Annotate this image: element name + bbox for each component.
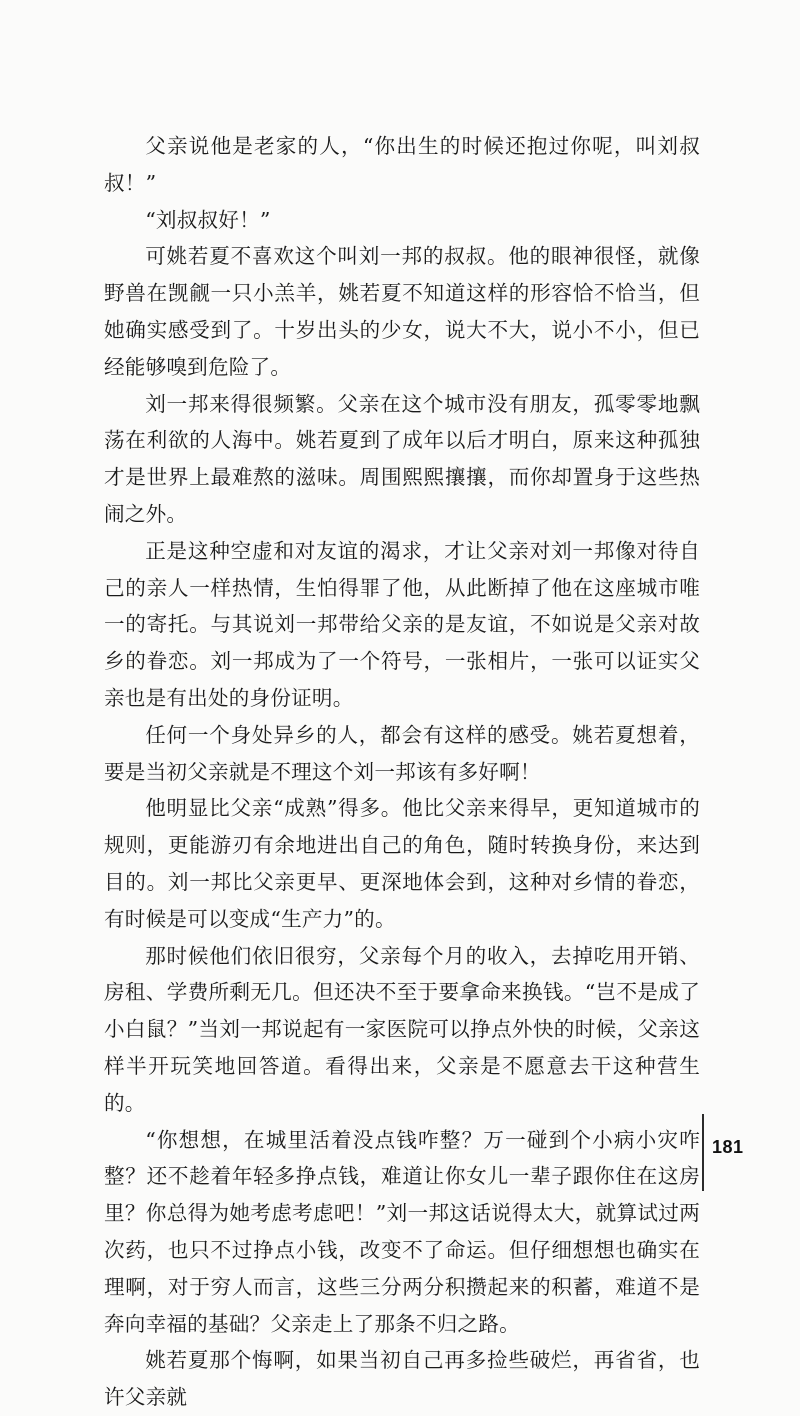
paragraph: “你想想，在城里活着没点钱咋整？万一碰到个小病小灾咋整？还不趁着年轻多挣点钱，难道让你女儿一辈子跟你住在这房里？你总得为她考虑考虑吧！”刘一邦这话说得太大，就算试过两次药，也只不过挣点小钱，改变不了命运。但仔细想想也确实在理啊，对于穷人而言，这些三分两分积攒起来的积蓄，难道不是奔向幸福的基础？父亲走上了那条不归之路。	[104, 1127, 700, 1336]
paragraph: 刘一邦来得很频繁。父亲在这个城市没有朋友，孤零零地飘荡在利欲的人海中。姚若夏到了成年以后才明白，原来这种孤独才是世界上最难熬的滋味。周围熙熙攘攘，而你却置身于这些热闹之外。	[104, 391, 700, 526]
paragraph: 他明显比父亲“成熟”得多。他比父亲来得早，更知道城市的规则，更能游刃有余地进出自己的角色，随时转换身份，来达到目的。刘一邦比父亲更早、更深地体会到，这种对乡情的眷恋，有时候是可以变成“生产力”的。	[104, 796, 700, 931]
folio-divider	[702, 1114, 704, 1191]
paragraph: “刘叔叔好！”	[145, 207, 271, 232]
paragraph: 正是这种空虚和对友谊的渴求，才让父亲对刘一邦像对待自己的亲人一样热情，生怕得罪了他，从此断掉了他在这座城市唯一的寄托。与其说刘一邦带给父亲的是友谊，不如说是父亲对故乡的眷恋。刘一邦成为了一个符号，一张相片，一张可以证实父亲也是有出处的身份证明。	[104, 538, 700, 710]
paragraph: 姚若夏那个悔啊，如果当初自己再多捡些破烂，再省省，也许父亲就	[104, 1348, 700, 1410]
paragraph: 可姚若夏不喜欢这个叫刘一邦的叔叔。他的眼神很怪，就像野兽在觊觎一只小羔羊，姚若夏不知道这样的形容恰不恰当，但她确实感受到了。十岁出头的少女，说大不大，说小不小，但已经能够嗅到危险了。	[104, 244, 700, 379]
paragraph: 父亲说他是老家的人，“你出生的时候还抱过你呢，叫刘叔叔！”	[104, 134, 700, 195]
body-text	[104, 128, 700, 1416]
paragraph: 那时候他们依旧很穷，父亲每个月的收入，去掉吃用开销、房租、学费所剩无几。但还决不至于要拿命来换钱。“岂不是成了小白鼠？”当刘一邦说起有一家医院可以挣点外快的时候，父亲这样半开玩笑地回答道。看得出来，父亲是不愿意去干这种营生的。	[104, 943, 700, 1115]
page-number: 181	[712, 1137, 744, 1157]
paragraph: 任何一个身处异乡的人，都会有这样的感受。姚若夏想着，要是当初父亲就是不理这个刘一邦该有多好啊！	[104, 722, 700, 784]
